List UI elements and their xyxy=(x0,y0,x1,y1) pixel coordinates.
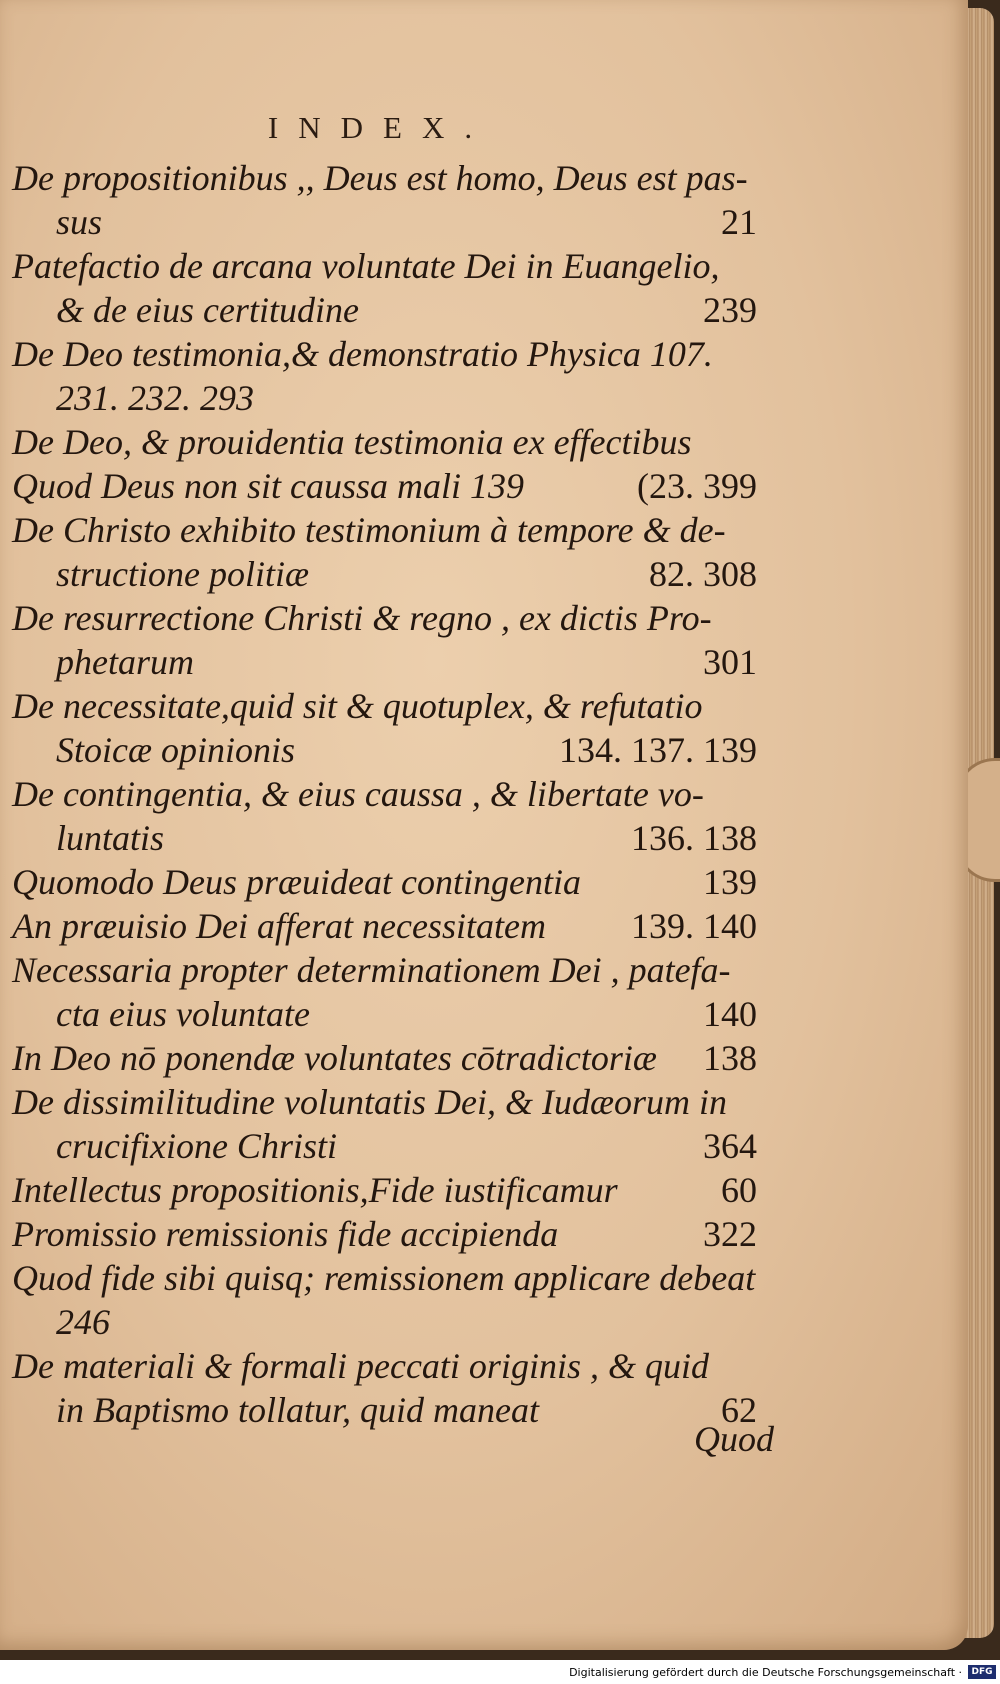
entry-page-refs: (23. 399 xyxy=(637,466,757,506)
index-entry xyxy=(12,860,757,904)
entry-continuation: crucifixione Christi xyxy=(56,1126,337,1166)
entry-page-refs: 60 xyxy=(721,1170,757,1210)
entry-page-refs: 301 xyxy=(703,642,757,682)
entry-continuation: luntatis xyxy=(56,818,165,858)
index-entry xyxy=(12,1080,757,1168)
index-entry xyxy=(12,1168,757,1212)
index-entry xyxy=(12,772,757,860)
entry-continuation: & de eius certitudine xyxy=(56,290,359,330)
entry-text: De propositionibus ,, Deus est homo, Deus est pas- xyxy=(12,158,748,198)
entry-page-refs: 139. 140 xyxy=(631,906,757,946)
entry-text: In Deo nō ponendæ voluntates cōtradictoriæ xyxy=(12,1038,657,1078)
entry-continuation: 231. 232. 293 xyxy=(56,378,254,418)
entry-text: Intellectus propositionis,Fide iustificamur xyxy=(12,1170,618,1210)
index-entry xyxy=(12,464,757,508)
index-entry xyxy=(12,1256,757,1344)
index-entry xyxy=(12,1344,757,1432)
index-entries xyxy=(12,156,757,1432)
entry-page-refs: 364 xyxy=(703,1126,757,1166)
catchword: Quod xyxy=(694,1419,774,1459)
entry-text: Quod Deus non sit caussa mali 139 xyxy=(12,466,524,506)
index-entry xyxy=(12,156,757,244)
entry-page-refs: 140 xyxy=(703,994,757,1034)
dfg-logo: DFG xyxy=(968,1665,996,1679)
entry-text: De Deo testimonia,& demonstratio Physica 107. xyxy=(12,334,713,374)
entry-text: De Deo, & prouidentia testimonia ex effectibus xyxy=(12,422,692,462)
entry-continuation: 246 xyxy=(56,1302,110,1342)
entry-text: De necessitate,quid sit & quotuplex, & refutatio xyxy=(12,686,703,726)
index-entry xyxy=(12,508,757,596)
index-entry xyxy=(12,332,757,420)
index-entry xyxy=(12,1036,757,1080)
entry-text: Necessaria propter determinationem Dei , patefa- xyxy=(12,950,731,990)
entry-continuation: phetarum xyxy=(56,642,194,682)
entry-text: De dissimilitudine voluntatis Dei, & Iudæorum in xyxy=(12,1082,727,1122)
entry-page-refs: 82. 308 xyxy=(649,554,757,594)
entry-text: De Christo exhibito testimonium à tempore & de- xyxy=(12,510,726,550)
entry-page-refs: 322 xyxy=(703,1214,757,1254)
entry-text: De resurrectione Christi & regno , ex dictis Pro- xyxy=(12,598,712,638)
entry-continuation: sus xyxy=(56,202,103,242)
index-entry xyxy=(12,1212,757,1256)
index-entry xyxy=(12,244,757,332)
index-entry xyxy=(12,596,757,684)
entry-continuation: Stoicæ opinionis xyxy=(56,730,296,770)
footer-credit: Digitalisierung gefördert durch die Deutsche Forschungsgemeinschaft · xyxy=(569,1666,962,1679)
entry-text: Quod fide sibi quisq; remissionem applicare debeat xyxy=(12,1258,756,1298)
entry-page-refs: 239 xyxy=(703,290,757,330)
running-head: INDEX. xyxy=(267,110,493,145)
entry-continuation: in Baptismo tollatur, quid maneat xyxy=(56,1390,540,1430)
entry-continuation: cta eius voluntate xyxy=(56,994,310,1034)
entry-text: Patefactio de arcana voluntate Dei in Euangelio, xyxy=(12,246,720,286)
index-entry xyxy=(12,904,757,948)
entry-page-refs: 138 xyxy=(703,1038,757,1078)
entry-continuation: structione politiæ xyxy=(56,554,310,594)
entry-page-refs: 134. 137. 139 xyxy=(559,730,757,770)
entry-page-refs: 139 xyxy=(703,862,757,902)
entry-text: De contingentia, & eius caussa , & libertate vo- xyxy=(12,774,704,814)
entry-text: Promissio remissionis fide accipienda xyxy=(12,1214,559,1254)
entry-page-refs: 62 xyxy=(721,1390,757,1430)
entry-text: Quomodo Deus præuideat contingentia xyxy=(12,862,581,902)
entry-text: De materiali & formali peccati originis , & quid xyxy=(12,1346,709,1386)
entry-page-refs: 21 xyxy=(721,202,757,242)
index-entry xyxy=(12,684,757,772)
entry-page-refs: 136. 138 xyxy=(631,818,757,858)
entry-text: An præuisio Dei afferat necessitatem xyxy=(12,906,546,946)
index-entry xyxy=(12,948,757,1036)
index-entry xyxy=(12,420,757,464)
